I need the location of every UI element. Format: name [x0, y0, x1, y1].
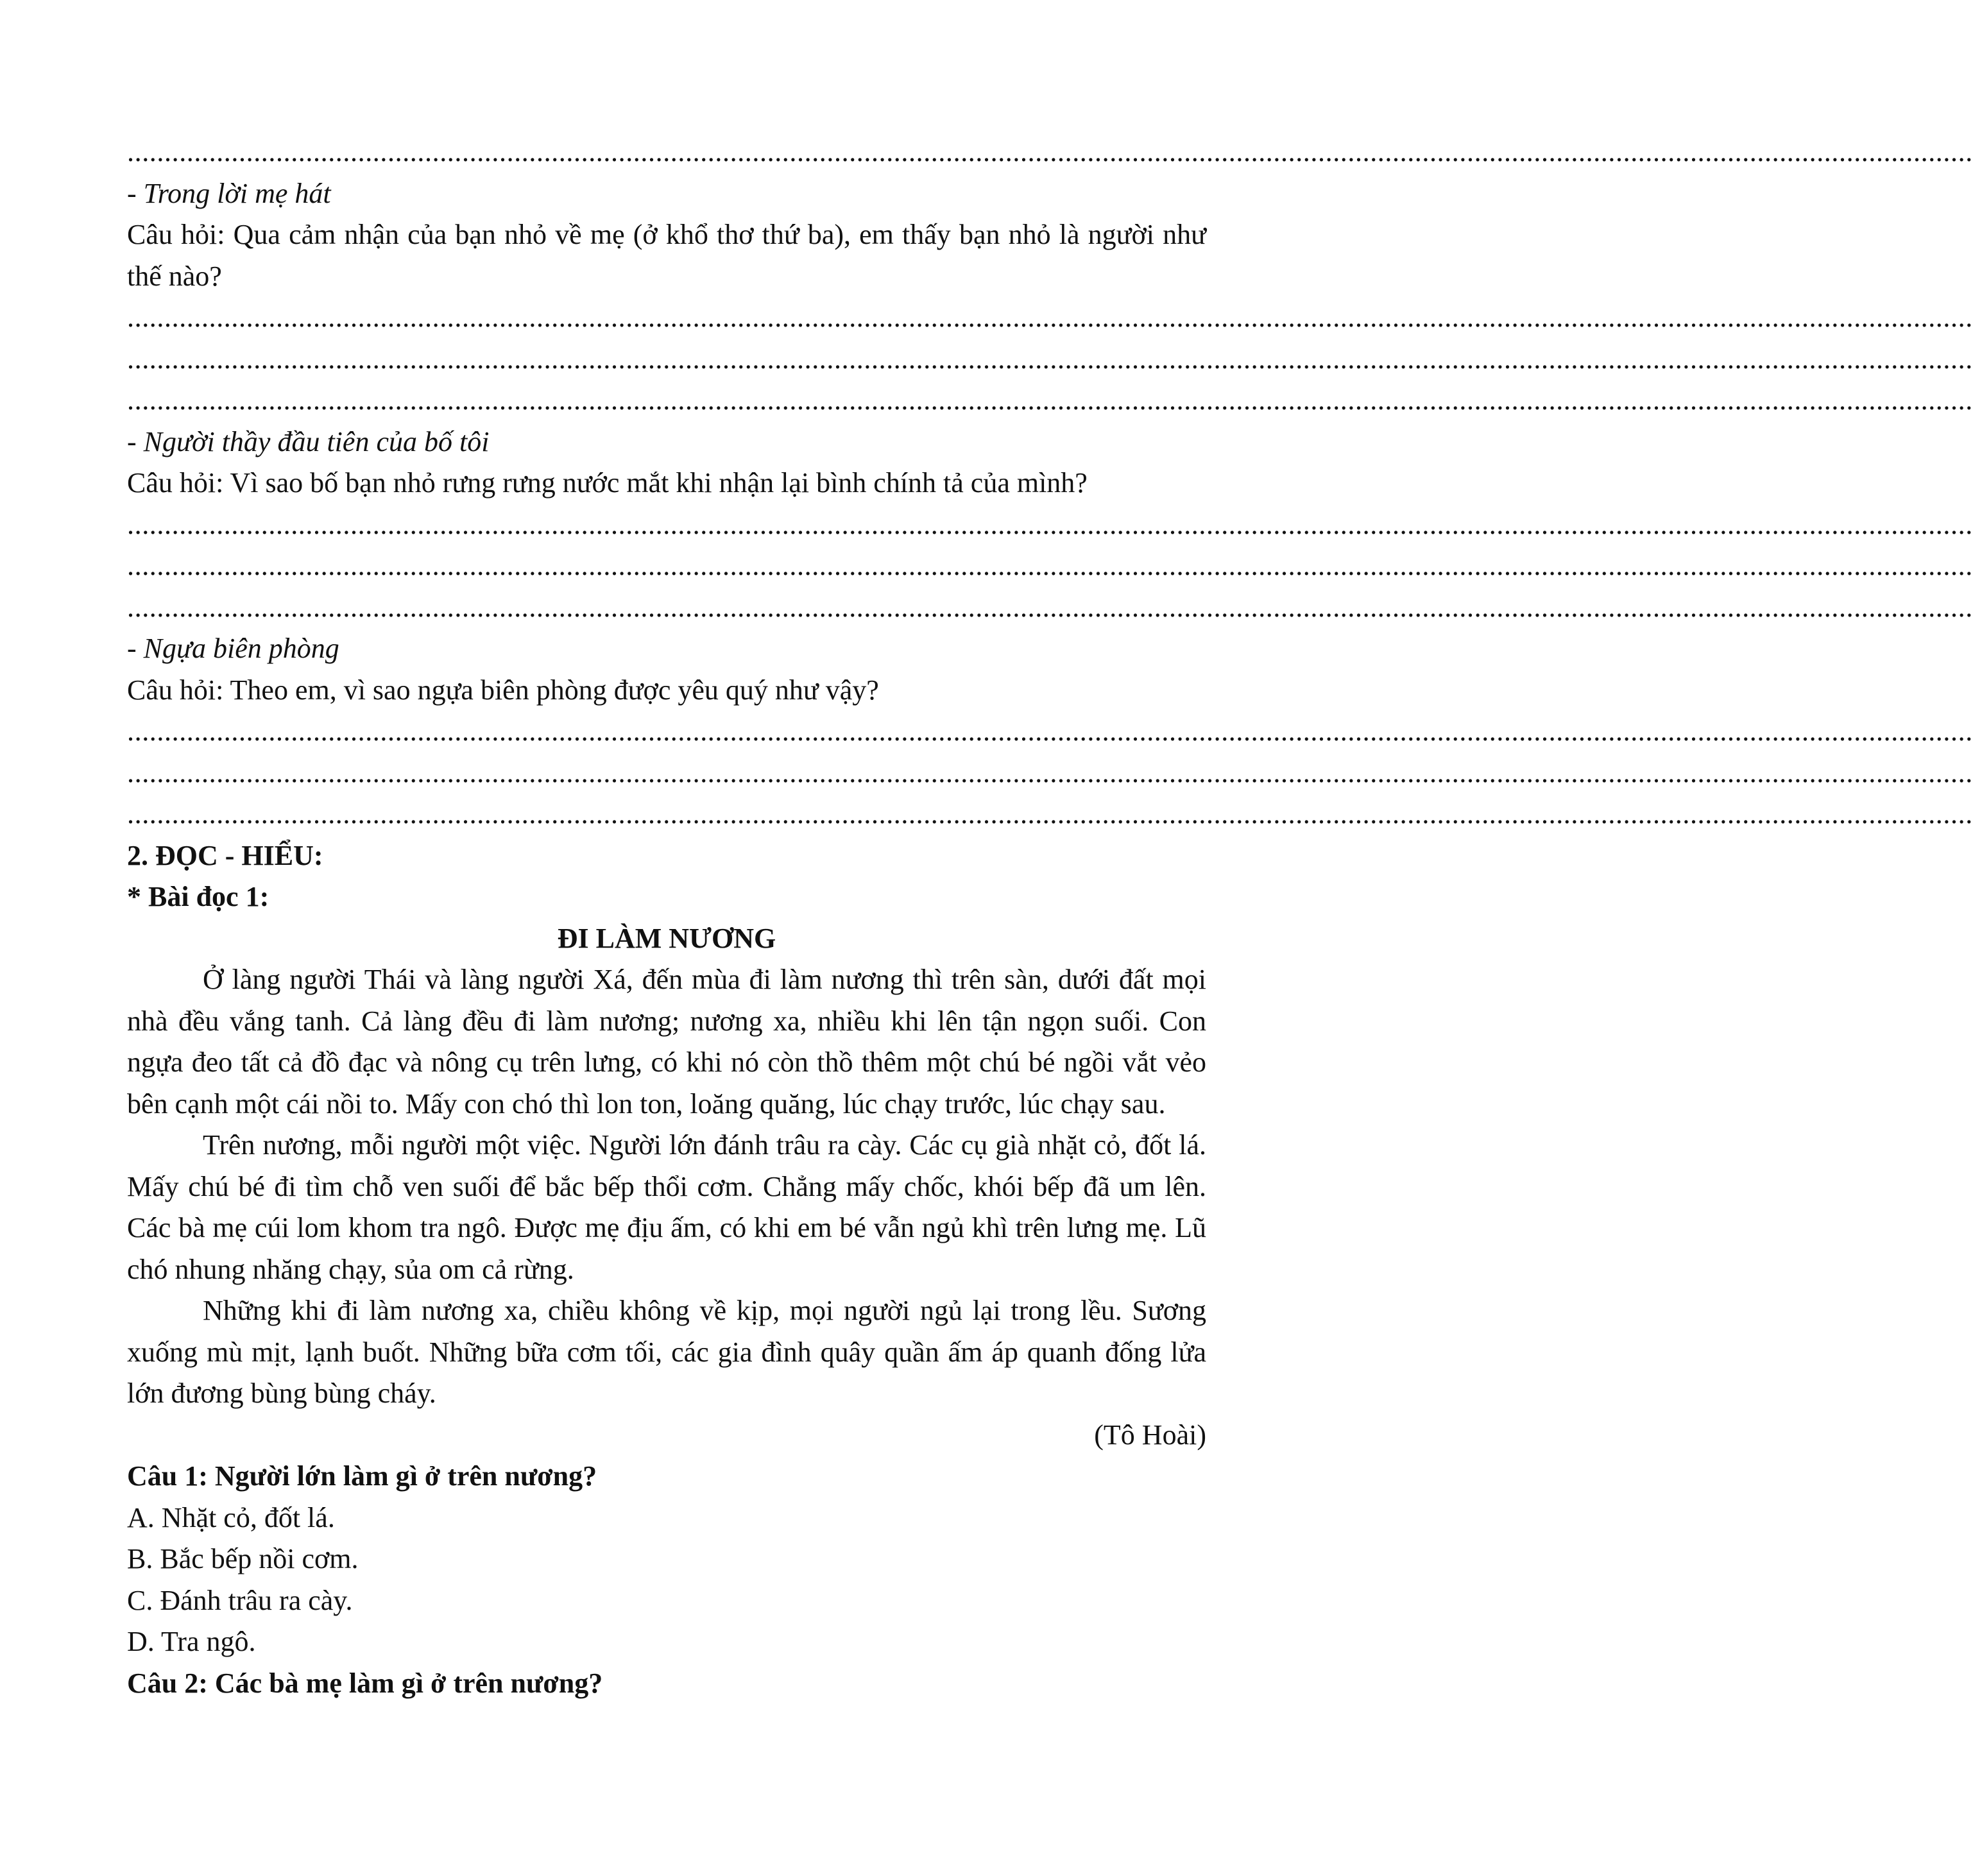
question-1-option-d[interactable]: D. Tra ngô.	[127, 1626, 256, 1657]
passage-paragraph-2: Trên nương, mỗi người một việc. Người lớn đánh trâu ra cày. Các cụ già nhặt cỏ, đốt lá. Mấy chú bé đi tìm chỗ ven suối để bắc bếp thổi cơm. Chẳng mấy chốc, khói bếp đã um lên. Các bà mẹ cúi lom khom tra ngô. Được mẹ địu ấm, có khi em bé vẫn ngủ khì trên lưng mẹ. Lũ chó nhung nhăng chạy, sủa om cả rừng.	[127, 1129, 1206, 1285]
answer-line: ........................................................................................................................................................................................................................................................	[127, 798, 1973, 830]
question-1-option-a[interactable]: A. Nhặt cỏ, đốt lá.	[127, 1501, 335, 1533]
section-heading-trong-loi-me-hat: - Trong lời mẹ hát	[127, 177, 331, 209]
passage-title: ĐI LÀM NƯƠNG	[557, 922, 776, 954]
answer-line: ........................................................................................................................................................................................................................................................	[127, 550, 1973, 581]
answer-line: ........................................................................................................................................................................................................................................................	[127, 591, 1973, 623]
question-1-option-c[interactable]: C. Đánh trâu ra cày.	[127, 1584, 353, 1616]
passage-label: * Bài đọc 1:	[127, 881, 269, 912]
answer-line: ........................................................................................................................................................................................................................................................	[127, 343, 1973, 375]
question-1-label: Câu 1: Người lớn làm gì ở trên nương?	[127, 1460, 597, 1492]
answer-line: ........................................................................................................................................................................................................................................................	[127, 302, 1973, 333]
question-nguoi-thay: Câu hỏi: Vì sao bố bạn nhỏ rưng rưng nước mắt khi nhận lại bình chính tả của mình?	[127, 467, 1088, 499]
passage-paragraph-1: Ở làng người Thái và làng người Xá, đến mùa đi làm nương thì trên sàn, dưới đất mọi nhà đều vắng tanh. Cả làng đều đi làm nương; nương xa, nhiều khi lên tận ngọn suối. Con ngựa đeo tất cả đồ đạc và nông cụ trên lưng, có khi nó còn thồ thêm một chú bé ngồi vắt vẻo bên cạnh một cái nồi to. Mấy con chó thì lon ton, loăng quăng, lúc chạy trước, lúc chạy sau.	[127, 964, 1206, 1120]
answer-line: ........................................................................................................................................................................................................................................................	[127, 715, 1973, 747]
answer-line: ........................................................................................................................................................................................................................................................	[127, 384, 1973, 416]
passage-author: (Tô Hoài)	[1094, 1419, 1206, 1451]
answer-line: ........................................................................................................................................................................................................................................................	[127, 756, 1973, 789]
answer-line: ........................................................................................................................................................................................................................................................	[127, 136, 1973, 167]
answer-line: ........................................................................................................................................................................................................................................................	[127, 508, 1973, 540]
question-1-option-b[interactable]: B. Bắc bếp nồi cơm.	[127, 1543, 359, 1574]
question-2-label: Câu 2: Các bà mẹ làm gì ở trên nương?	[127, 1667, 603, 1699]
worksheet-page	[127, 132, 1973, 1704]
question-trong-loi-me-hat: Câu hỏi: Qua cảm nhận của bạn nhỏ về mẹ (ở khổ thơ thứ ba), em thấy bạn nhỏ là người như thế nào?	[127, 219, 1206, 292]
passage-paragraph-3: Những khi đi làm nương xa, chiều không về kịp, mọi người ngủ lại trong lều. Sương xuống mù mịt, lạnh buốt. Những bữa cơm tối, các gia đình quây quần ấm áp quanh đống lửa lớn đương bùng bùng cháy.	[127, 1295, 1206, 1409]
reading-section-title: 2. ĐỌC - HIỂU:	[127, 839, 323, 871]
section-heading-nguoi-thay: - Người thầy đầu tiên của bố tôi	[127, 425, 490, 457]
question-ngua-bien-phong: Câu hỏi: Theo em, vì sao ngựa biên phòng được yêu quý như vậy?	[127, 674, 879, 706]
section-heading-ngua-bien-phong: - Ngựa biên phòng	[127, 633, 339, 664]
